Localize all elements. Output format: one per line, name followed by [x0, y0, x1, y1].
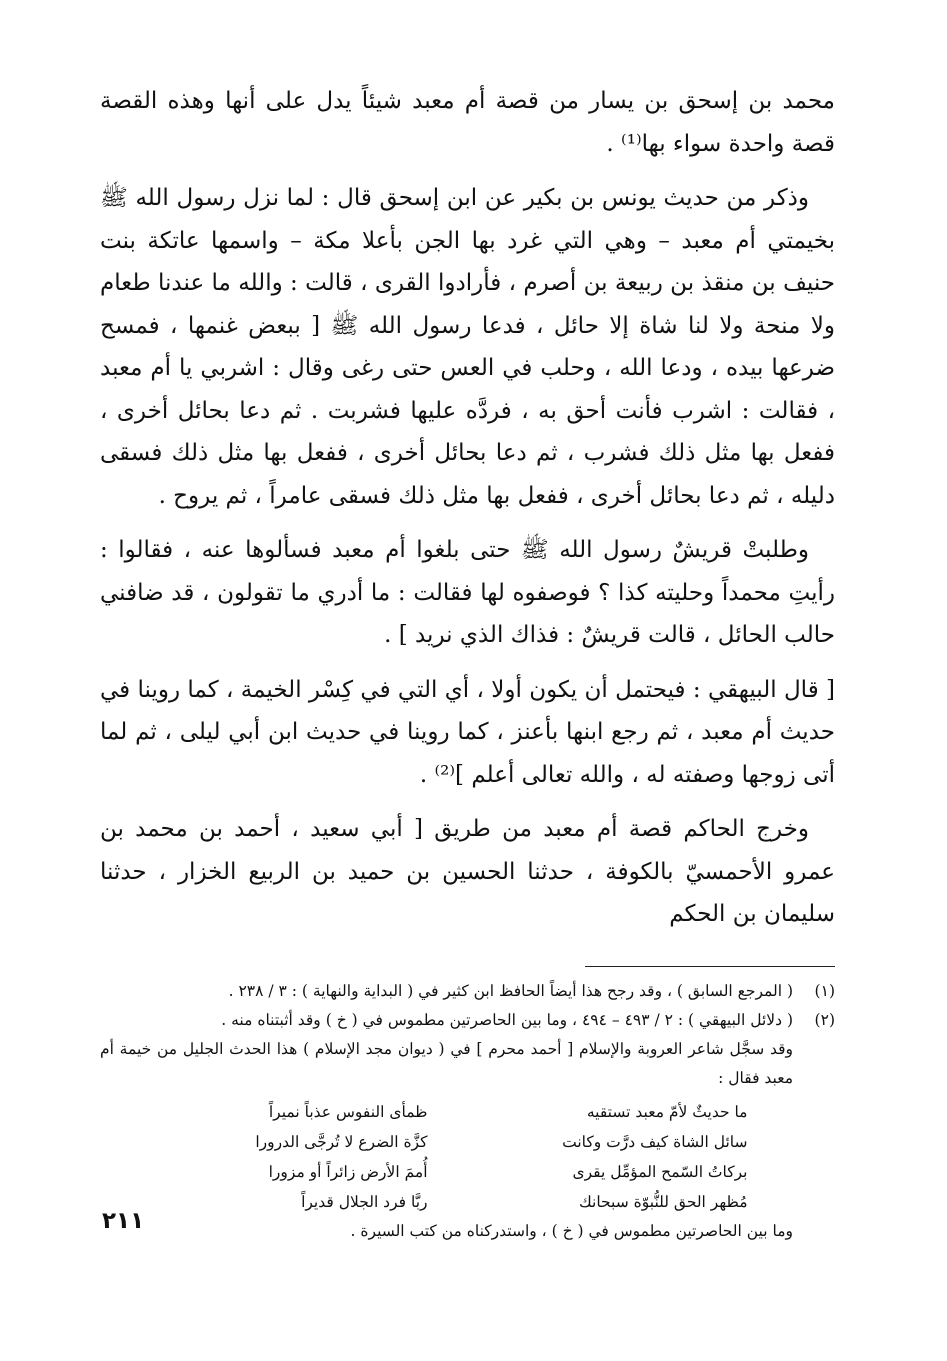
page-body [100, 80, 835, 1246]
footnotes [100, 977, 835, 1246]
footnote-closing: وما بين الحاصرتين مطموس في ( خ ) ، واستدركناه من كتب السيرة . [350, 1221, 793, 1240]
footnote-text: ( دلائل البيهقي ) : ٢ / ٤٩٣ – ٤٩٤ ، وما بين الحاصرتين مطموس في ( خ ) وقد أثبتناه منه . [221, 1010, 793, 1029]
verse-second-hemistich: ظمأى النفوس عذباً نميراً [268, 1102, 428, 1121]
verse-first-hemistich: ما حديثٌ لأمّ معبد تستقيه [586, 1102, 748, 1121]
verse-first-hemistich: مُظهر الحق للنُّبوّة سبحانك [578, 1192, 748, 1211]
paragraph-1: محمد بن إسحق بن يسار من قصة أم معبد شيئاً يدل على أنها وهذه القصة قصة واحدة سواء بها⁽¹⁾ . [100, 88, 835, 157]
poem-verse [188, 1187, 748, 1217]
paragraph-2: وذكر من حديث يونس بن بكير عن ابن إسحق قال : لما نزل رسول الله ﷺ بخيمتي أم معبد – وهي التي غرد بها الجن بأعلا مكة – واسمها عاتكة بنت حنيف بن منقذ بن ربيعة بن أصرم ، فأرادوا القرى ، قالت : والله ما عندنا طعام ولا منحة ولا لنا شاة إلا حائل ، فدعا رسول الله ﷺ [ ببعض غنمها ، فمسح ضرعها بيده ، ودعا الله ، وحلب في العس حتى رغى وقال : اشربي يا أم معبد ، فقالت : اشرب فأنت أحق به ، فردَّه عليها فشربت . ثم دعا بحائل أخرى ، ففعل بها مثل ذلك فشرب ، ثم دعا بحائل أخرى ، ففعل بها مثل ذلك فسقى دليله ، ثم دعا بحائل أخرى ، ففعل بها مثل ذلك فسقى عامراً ، ثم يروح . [100, 185, 835, 509]
footnote-number: (١) [814, 981, 835, 1000]
verse-second-hemistich: كزَّة الضرع لا تُرجَّى الدرورا [255, 1132, 428, 1151]
poem-verse [188, 1157, 748, 1187]
poem [188, 1097, 748, 1217]
footnote-2 [100, 1006, 835, 1035]
footnote-1 [100, 977, 835, 1006]
footnote-number: (٢) [814, 1010, 835, 1029]
paragraph-5: وخرج الحاكم قصة أم معبد من طريق [ أبي سعيد ، أحمد بن محمد بن عمرو الأحمسيّ بالكوفة ، حدثنا الحسين بن حميد بن الربيع الخزار ، حدثنا سليمان بن الحكم [100, 816, 835, 927]
poem-verse [188, 1097, 748, 1127]
paragraph-3: وطلبتْ قريشٌ رسول الله ﷺ حتى بلغوا أم معبد فسألوها عنه ، فقالوا : رأيتِ محمداً وحليته كذا ؟ فوصفوه لها فقالت : ما أدري ما تقولون ، قد ضافني حالب الحائل ، قالت قريشٌ : فذاك الذي نريد ] . [100, 537, 835, 648]
footnote-continuation: وقد سجَّل شاعر العروبة والإسلام [ أحمد محرم ] في ( ديوان مجد الإسلام ) هذا الحدث الجليل من خيمة أم معبد فقال : [100, 1039, 793, 1087]
poem-verse [188, 1127, 748, 1157]
verse-second-hemistich: ربَّا فرد الجلال قديراً [301, 1192, 428, 1211]
verse-first-hemistich: بركاتُ السّمح المؤمِّل يقرى [572, 1162, 748, 1181]
footnote-text: ( المرجع السابق ) ، وقد رجح هذا أيضاً الحافظ ابن كثير في ( البداية والنهاية ) : ٣ / ٢٣٨ . [228, 981, 793, 1000]
page-number: ٢١١ [102, 1208, 145, 1234]
paragraph-4: [ قال البيهقي : فيحتمل أن يكون أولا ، أي التي في كِسْر الخيمة ، كما روينا في حديث أم معبد ، ثم رجع ابنها بأعنز ، كما روينا في حديث ابن أبي ليلى ، ثم لما أتى زوجها وصفته له ، والله تعالى أعلم ]⁽²⁾ . [100, 676, 835, 788]
verse-first-hemistich: سائل الشاة كيف درَّت وكانت [562, 1132, 748, 1151]
footnote-divider [585, 966, 835, 967]
verse-second-hemistich: أُممَ الأرض زائراً أو مزورا [268, 1162, 428, 1181]
